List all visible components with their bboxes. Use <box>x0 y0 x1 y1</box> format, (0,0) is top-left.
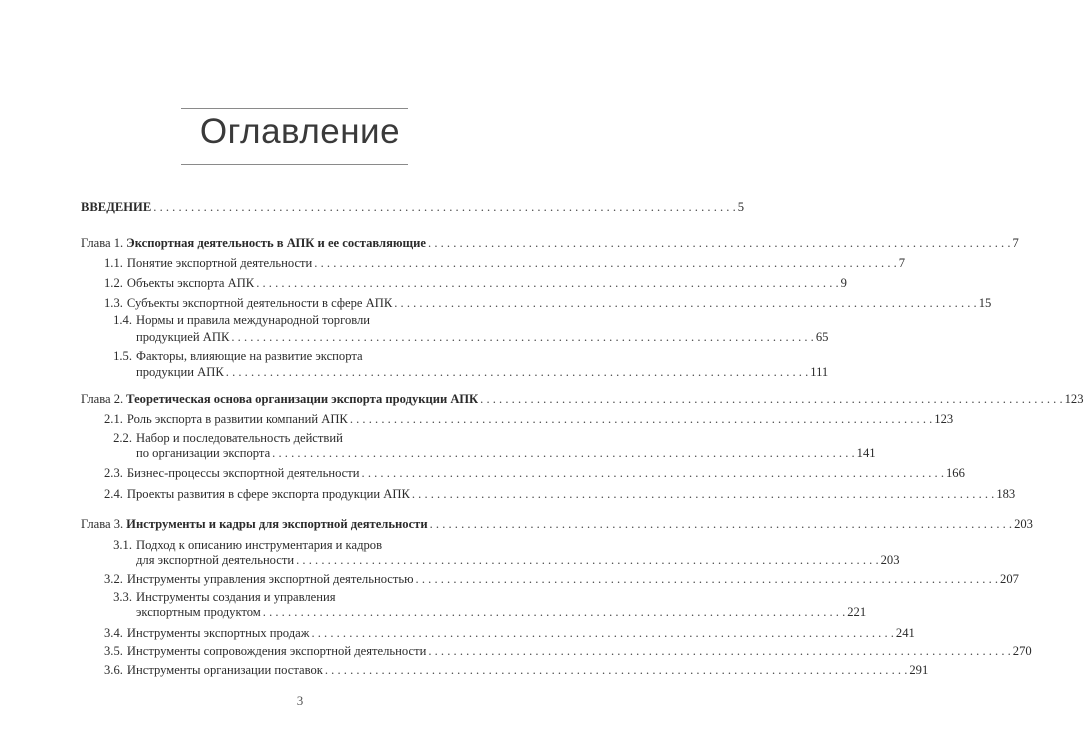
toc-section-1-4[interactable] <box>104 313 503 328</box>
toc-entry-title: Роль экспорта в развитии компаний АПК <box>126 412 348 426</box>
leader-dots <box>412 487 994 502</box>
toc-entry-title-line1: Факторы, влияющие на развитие экспорта <box>136 349 363 363</box>
toc-entry-page: 5 <box>737 200 745 214</box>
toc-entry-title: Инструменты управления экспортной деятельностью <box>126 572 414 586</box>
leader-dots <box>153 200 735 215</box>
toc-section-3-3[interactable] <box>104 590 503 605</box>
toc-entry-page: 221 <box>847 605 867 619</box>
toc-entry-page: 183 <box>996 487 1016 501</box>
section-number: 1.3. <box>104 296 123 310</box>
page-title: Оглавление <box>199 112 401 151</box>
toc-entry-page: 7 <box>1012 236 1019 250</box>
section-number: 2.3. <box>104 466 123 480</box>
toc-entry-title: Инструменты организации поставок <box>126 663 323 677</box>
toc-entry-page: 111 <box>810 365 829 379</box>
toc-entry-title: Проекты развития в сфере экспорта продукции АПК <box>126 487 410 501</box>
leader-dots <box>263 605 845 620</box>
toc-section-2-3[interactable] <box>104 466 965 481</box>
toc-entry-page: 166 <box>946 466 965 480</box>
toc-entry-title: экспортным продуктом <box>136 605 261 619</box>
leader-dots <box>350 412 932 427</box>
toc-entry-title: Понятие экспортной деятельности <box>126 256 313 270</box>
page-number: 3 <box>296 693 304 708</box>
toc-section-1-3[interactable] <box>104 296 992 311</box>
toc-entry-title-line1: Подход к описанию инструментария и кадров <box>136 538 383 552</box>
title-rule-top <box>181 108 408 109</box>
section-number: 3.6. <box>104 663 123 677</box>
leader-dots <box>325 663 907 678</box>
toc-entry-title: Инструменты сопровождения экспортной деятельности <box>126 644 427 658</box>
section-number: 2.1. <box>104 412 123 426</box>
toc-section-1-1[interactable] <box>104 256 906 271</box>
toc-section-3-1-continued[interactable] <box>136 553 900 568</box>
section-number: 2.4. <box>104 487 123 501</box>
toc-entry-page: 291 <box>909 663 929 677</box>
toc-section-1-4-continued[interactable] <box>136 330 829 345</box>
section-number: 1.2. <box>104 276 123 290</box>
leader-dots <box>394 296 976 311</box>
toc-section-3-2[interactable] <box>104 572 1019 587</box>
toc-entry-title: продукцией АПК <box>136 330 230 344</box>
leader-dots <box>480 392 1062 407</box>
leader-dots <box>256 276 838 291</box>
toc-chapter-2[interactable] <box>81 392 1084 407</box>
section-number: 1.4. <box>113 313 132 327</box>
section-number: 2.2. <box>113 431 132 445</box>
toc-section-3-5[interactable] <box>104 644 1032 659</box>
toc-entry-title: ВВЕДЕНИЕ <box>81 200 152 214</box>
toc-entry-title: для экспортной деятельности <box>136 553 295 567</box>
toc-entry-intro[interactable] <box>81 200 745 215</box>
section-number: 3.1. <box>113 538 132 552</box>
toc-entry-title: Экспортная деятельность в АПК и ее составляющие <box>126 236 427 250</box>
toc-entry-page: 141 <box>856 446 876 460</box>
section-number: 3.5. <box>104 644 123 658</box>
leader-dots <box>428 644 1010 659</box>
leader-dots <box>226 365 808 380</box>
section-number: 3.3. <box>113 590 132 604</box>
toc-entry-page: 65 <box>815 330 829 344</box>
toc-entry-title: по организации экспорта <box>136 446 271 460</box>
leader-dots <box>430 517 1012 532</box>
toc-section-2-2[interactable] <box>104 431 503 446</box>
toc-section-2-2-continued[interactable] <box>136 446 876 461</box>
leader-dots <box>416 572 998 587</box>
toc-section-3-4[interactable] <box>104 626 915 641</box>
toc-section-1-5[interactable] <box>104 349 503 364</box>
toc-section-3-6[interactable] <box>104 663 929 678</box>
leader-dots <box>314 256 896 271</box>
toc-entry-title: Теоретическая основа организации экспорта продукции АПК <box>126 392 479 406</box>
toc-entry-title: Объекты экспорта АПК <box>126 276 255 290</box>
toc-entry-title-line1: Нормы и правила международной торговли <box>136 313 371 327</box>
toc-entry-title: Бизнес-процессы экспортной деятельности <box>126 466 360 480</box>
toc-section-2-4[interactable] <box>104 487 1016 502</box>
chapter-number: Глава 1. <box>81 236 124 250</box>
toc-entry-page: 15 <box>978 296 992 310</box>
section-number: 3.4. <box>104 626 123 640</box>
chapter-number: Глава 3. <box>81 517 124 531</box>
chapter-number: Глава 2. <box>81 392 124 406</box>
toc-entry-title: Инструменты экспортных продаж <box>126 626 310 640</box>
toc-section-3-1[interactable] <box>104 538 503 553</box>
toc-section-1-5-continued[interactable] <box>136 365 829 380</box>
leader-dots <box>362 466 944 481</box>
leader-dots <box>428 236 1010 251</box>
leader-dots <box>272 446 854 461</box>
toc-section-2-1[interactable] <box>104 412 954 427</box>
toc-entry-page: 241 <box>895 626 915 640</box>
toc-entry-page: 203 <box>1014 517 1033 531</box>
toc-entry-page: 123 <box>1064 392 1084 406</box>
toc-entry-page: 9 <box>840 276 847 290</box>
toc-entry-page: 7 <box>898 256 906 270</box>
toc-chapter-3[interactable] <box>81 517 1033 532</box>
leader-dots <box>296 553 878 568</box>
toc-chapter-1[interactable] <box>81 236 1019 251</box>
toc-section-3-3-continued[interactable] <box>136 605 867 620</box>
section-number: 3.2. <box>104 572 123 586</box>
toc-entry-page: 203 <box>880 553 900 567</box>
toc-entry-title-line1: Набор и последовательность действий <box>136 431 343 445</box>
toc-entry-page: 207 <box>1000 572 1019 586</box>
toc-entry-page: 123 <box>934 412 954 426</box>
title-rule-bottom <box>181 164 408 165</box>
toc-entry-title: Инструменты и кадры для экспортной деятельности <box>126 517 428 531</box>
toc-entry-title-line1: Инструменты создания и управления <box>136 590 336 604</box>
leader-dots <box>231 330 813 345</box>
toc-section-1-2[interactable] <box>104 276 847 291</box>
section-number: 1.5. <box>113 349 132 363</box>
toc-entry-title: Субъекты экспортной деятельности в сфере АПК <box>126 296 393 310</box>
toc-entry-page: 270 <box>1012 644 1032 658</box>
section-number: 1.1. <box>104 256 123 270</box>
toc-entry-title: продукции АПК <box>136 365 224 379</box>
leader-dots <box>311 626 893 641</box>
